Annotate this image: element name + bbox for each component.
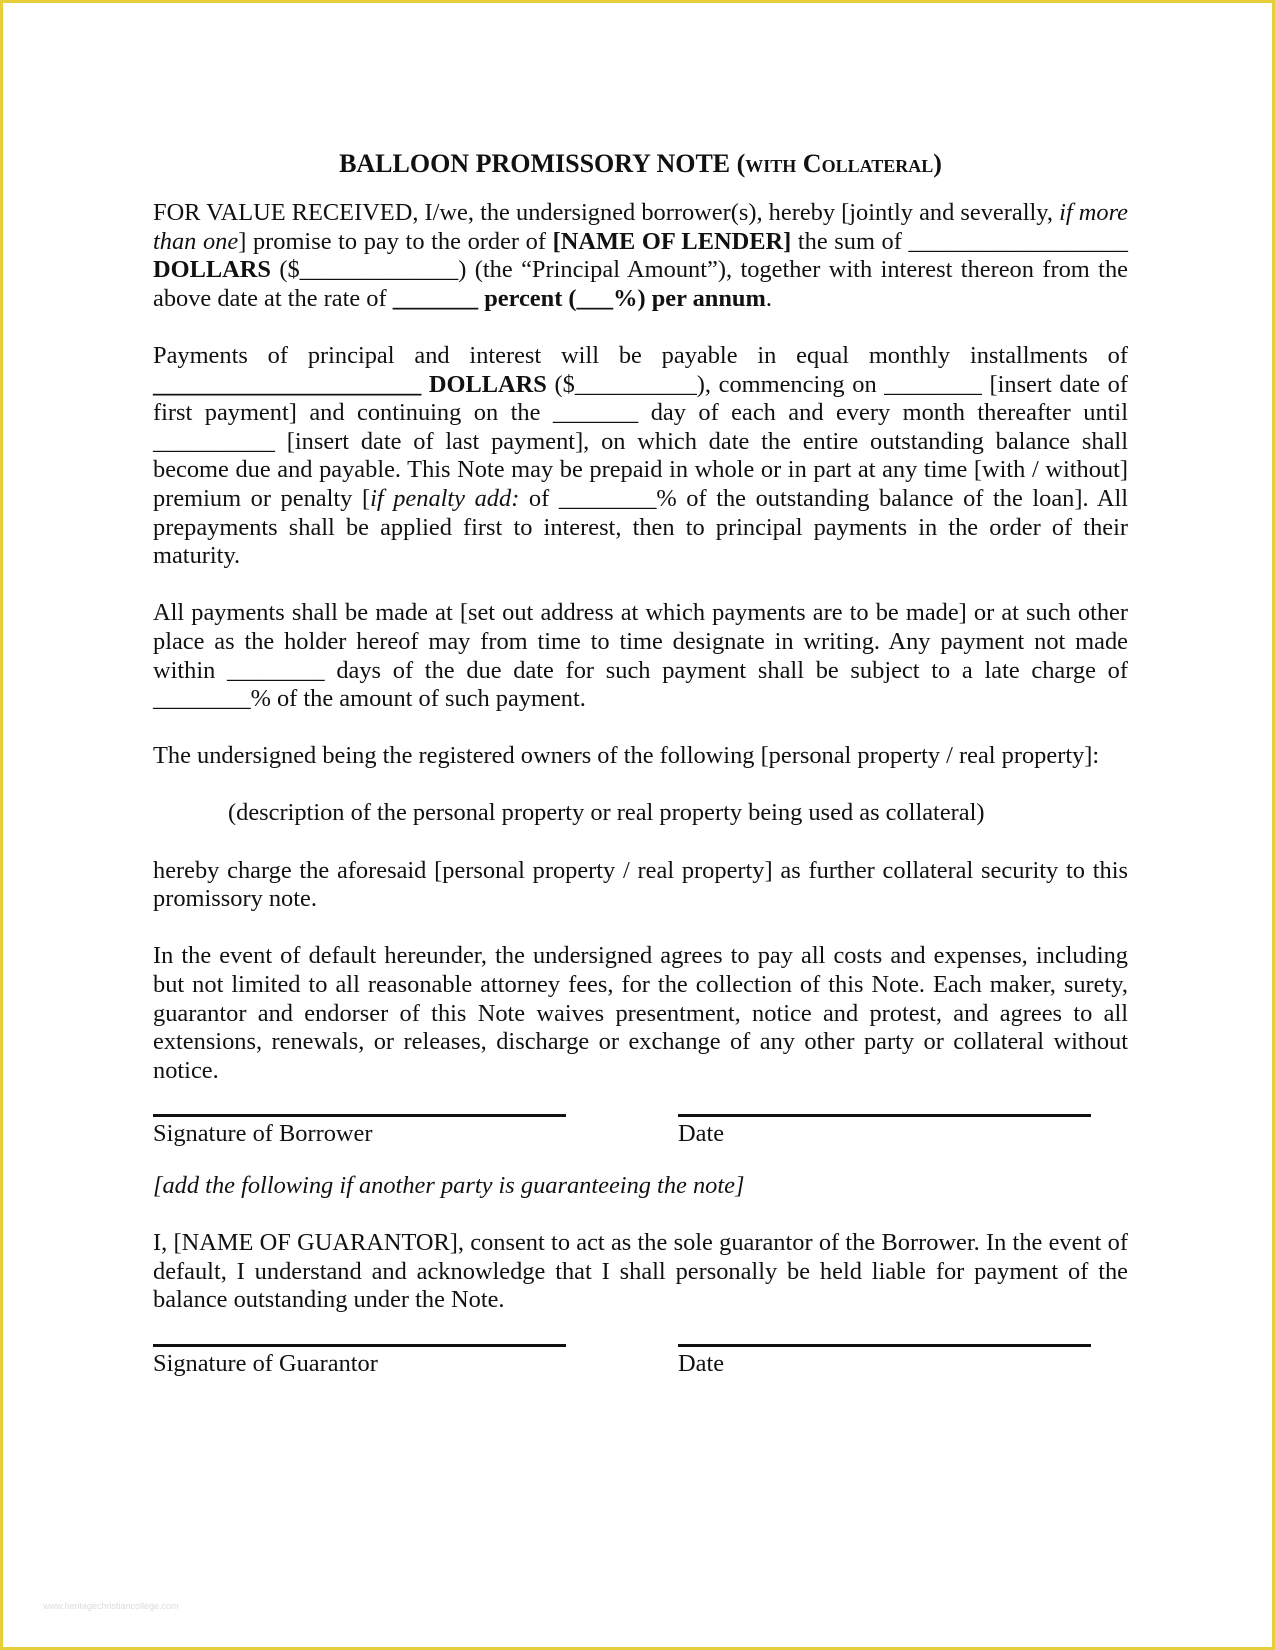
p1-text-a: FOR VALUE RECEIVED, I/we, the undersigned borrower(s), hereby [jointly and severally, — [153, 199, 1053, 226]
borrower-date-label: Date — [678, 1120, 725, 1147]
guarantor-date-line — [678, 1344, 1091, 1347]
paragraph-guarantor: I, [NAME OF GUARANTOR], consent to act as the sole guarantor of the Borrower. In the event of default, I understand and acknowledge that I shall personally be held liable for payment of the balance outstanding under the Note. — [153, 1229, 1128, 1314]
borrower-signature-row — [153, 1114, 1128, 1172]
title-subtitle: (with Collateral) — [736, 149, 942, 178]
paragraph-charge: hereby charge the aforesaid [personal property / real property] as further collateral security to this promissory note. — [153, 856, 1128, 913]
borrower-date-line — [678, 1114, 1091, 1117]
document-body — [153, 149, 1128, 1402]
p1-italic: if more than one — [153, 199, 1128, 255]
watermark-text: www.heritagechristiancollege.com — [43, 1601, 179, 1611]
p2-text-c: ($__________), commencing on ________ [insert date of first payment] and continuing on the _______ day of each and every month thereafter until __________ [insert date of last payment], on which date the entire outstanding balance shall become due and payable. This Note may be prepaid in whole or in part at any time [with / without] premium or penalty [ — [153, 370, 1128, 512]
guarantor-signature-line — [153, 1344, 566, 1347]
paragraph-payment-place: All payments shall be made at [set out address at which payments are to be made] or at such other place as the holder hereof may from time to time designate in writing. Any payment not made within ________ days of the due date for such payment shall be subject to a late charge of ________% of the amount of such payment. — [153, 599, 1128, 713]
collateral-description: (description of the personal property or real property being used as collateral) — [228, 799, 985, 827]
p1-text-g: ($_____________) (the “Principal Amount”), together with interest thereon from the above date at the rate of — [153, 256, 1128, 312]
paragraph-owners: The undersigned being the registered owners of the following [personal property / real property]: — [153, 742, 1100, 770]
p2-italic: if penalty add: — [370, 484, 520, 512]
p1-text-c: ] promise to pay to the order of — [238, 227, 546, 255]
guarantor-signature-row — [153, 1344, 1128, 1402]
borrower-signature-label: Signature of Borrower — [153, 1120, 373, 1147]
paragraph-payments — [153, 342, 1128, 571]
lender-name-placeholder: [NAME OF LENDER] — [552, 227, 792, 255]
borrower-signature-line — [153, 1114, 566, 1117]
paragraph-default: In the event of default hereunder, the undersigned agrees to pay all costs and expenses, including but not limited to all reasonable attorney fees, for the collection of this Note. Each maker, surety, guarantor and endorser of this Note waives presentment, notice and protest, and agrees to all extensions, renewals, or releases, discharge or exchange of any other party or collateral without notice. — [153, 942, 1128, 1084]
guarantor-signature-label: Signature of Guarantor — [153, 1349, 378, 1377]
document-title — [153, 149, 1128, 179]
guarantor-note — [153, 1172, 1128, 1201]
p1-text-e: the sum of __________________ — [797, 227, 1128, 255]
p2-text-a: Payments of principal and interest will be payable in equal monthly installments of — [153, 341, 1128, 369]
title-main: BALLOON PROMISSORY NOTE — [339, 149, 731, 178]
interest-rate-blank: _______ percent (___%) per annum — [392, 284, 766, 312]
guarantor-date-label: Date — [678, 1349, 725, 1377]
p2-text-e: of ________% of the outstanding balance of the loan]. All prepayments shall be applied first to interest, then to principal payments in the order of their maturity. — [153, 484, 1128, 570]
p1-dollars: DOLLARS — [153, 256, 271, 284]
installment-amount-blank: ______________________ DOLLARS — [153, 370, 547, 398]
guarantor-note-text: [add the following if another party is guaranteeing the note] — [153, 1172, 745, 1199]
paragraph-principal — [153, 199, 1128, 313]
p1-period: . — [765, 284, 772, 312]
